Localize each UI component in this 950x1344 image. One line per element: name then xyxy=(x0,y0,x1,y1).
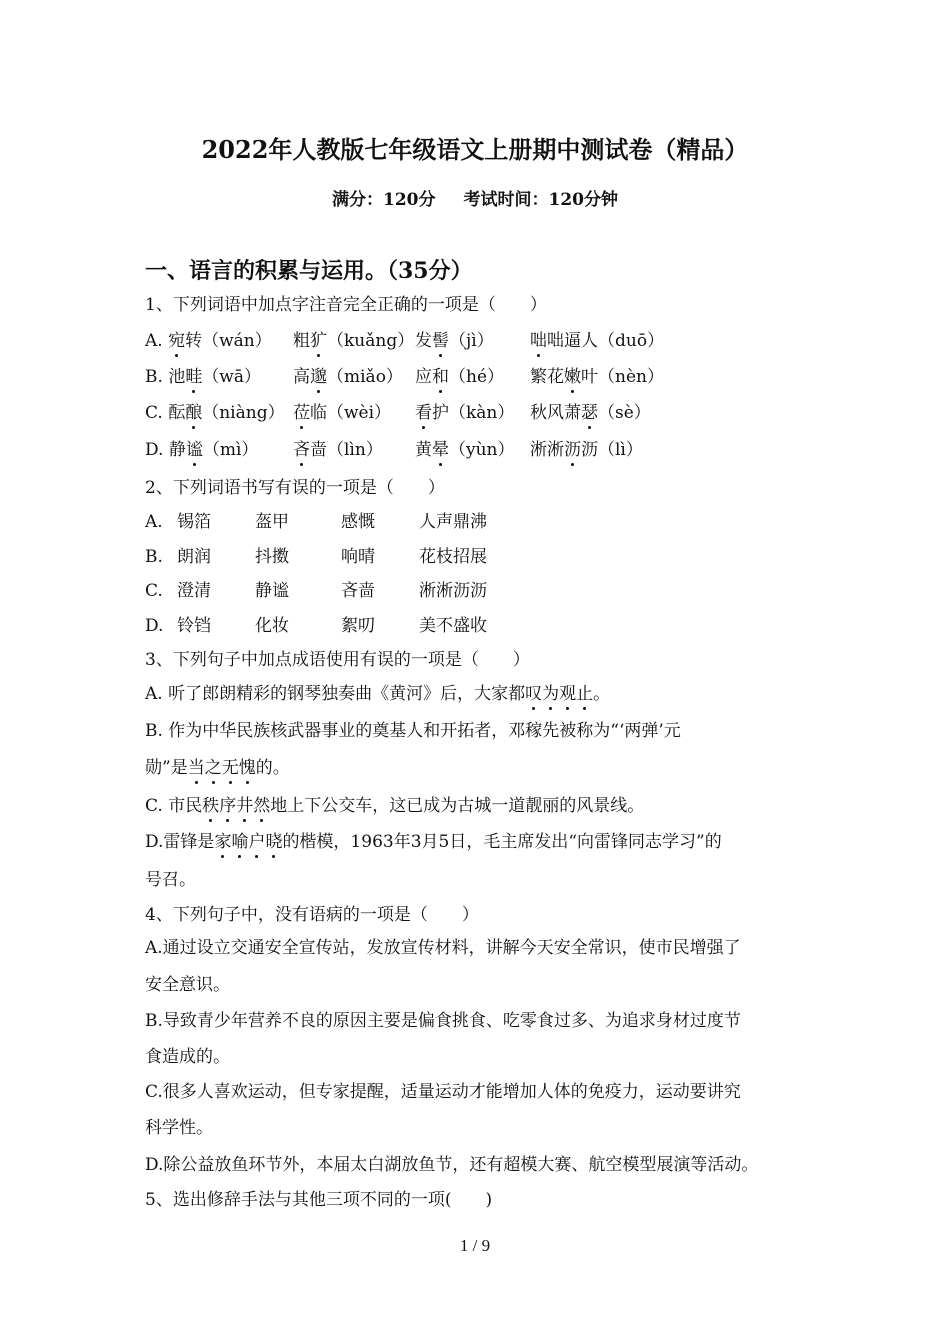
page-number: 1 / 9 xyxy=(459,1236,491,1255)
document-title: 2022年人教版七年级语文上册期中测试卷（精品） xyxy=(201,135,749,164)
option-item: D. 静谧（mì） xyxy=(145,440,259,460)
question-3-option-c: C. 市民秩序井然地上下公交车，这已成为古城一道靓丽的风景线。 xyxy=(145,796,645,816)
question-2-option-c: C. 澄清 静谧 吝啬 淅淅沥沥 xyxy=(145,581,487,601)
question-2-option-a: A. 锡箔 盔甲 感慨 人声鼎沸 xyxy=(145,512,487,532)
option-item: 咄咄逼人（duō） xyxy=(530,331,665,351)
question-4-option-a-line1: A.通过设立交通安全宣传站，发放宣传材料，讲解今天安全常识，使市民增强了 xyxy=(145,938,741,958)
option-item: 发髻（jì） xyxy=(415,331,494,351)
option-item: 粗犷（kuǎng） xyxy=(293,331,415,351)
question-2-stem: 2、下列词语书写有误的一项是（ ） xyxy=(145,478,445,498)
option-item: 秋风萧瑟（sè） xyxy=(530,403,651,423)
question-4-option-c-line2: 科学性。 xyxy=(145,1118,213,1138)
question-3-option-a: A. 听了郎朗精彩的钢琴独奏曲《黄河》后，大家都叹为观止。 xyxy=(145,684,611,704)
question-1-option-b xyxy=(145,366,664,388)
question-2-option-d: D. 铃铛 化妆 絮叨 美不盛收 xyxy=(145,616,487,636)
question-4-option-b-line2: 食造成的。 xyxy=(145,1047,230,1067)
exam-time: 考试时间：120分钟 xyxy=(463,190,618,210)
question-1-option-c xyxy=(145,402,651,424)
option-item: C. 酝酿（niàng） xyxy=(145,403,285,423)
exam-meta xyxy=(0,185,950,210)
section-heading: 一、语言的积累与运用。（35分） xyxy=(145,258,473,284)
option-item: 莅临（wèi） xyxy=(293,403,392,423)
option-item: B. 池畦（wā） xyxy=(145,367,261,387)
option-item: 淅淅沥沥（lì） xyxy=(530,440,643,460)
question-1-option-a xyxy=(145,330,664,352)
option-item: A. 宛转（wán） xyxy=(145,331,272,351)
question-4-stem: 4、下列句子中，没有语病的一项是（ ） xyxy=(145,905,479,925)
question-3-stem: 3、下列句子中加点成语使用有误的一项是（ ） xyxy=(145,650,530,670)
question-1-stem: 1、下列词语中加点字注音完全正确的一项是（ ） xyxy=(145,295,547,315)
question-3-option-d-line1: D.雷锋是家喻户晓的楷模，1963年3月5日，毛主席发出“向雷锋同志学习”的 xyxy=(145,832,722,852)
question-4-option-a-line2: 安全意识。 xyxy=(145,975,230,995)
question-4-option-b-line1: B.导致青少年营养不良的原因主要是偏食挑食、吃零食过多、为追求身材过度节 xyxy=(145,1011,741,1031)
option-item: 吝啬（lìn） xyxy=(293,440,383,460)
question-5-stem: 5、选出修辞手法与其他三项不同的一项( ) xyxy=(145,1190,493,1210)
option-item: 看护（kàn） xyxy=(415,403,515,423)
option-item: 应和（hé） xyxy=(415,367,505,387)
question-3-option-b-line1: B. 作为中华民族核武器事业的奠基人和开拓者，邓稼先被称为“‘两弹’元 xyxy=(145,721,681,741)
question-2-option-b: B. 朗润 抖擞 响晴 花枝招展 xyxy=(145,547,487,567)
option-item: 黄晕（yùn） xyxy=(415,440,515,460)
option-item: 繁花嫩叶（nèn） xyxy=(530,367,664,387)
question-3-option-b-line2: 勋”是当之无愧的。 xyxy=(145,758,290,778)
question-3-option-d-line2: 号召。 xyxy=(145,870,196,890)
question-1-option-d xyxy=(145,439,643,461)
full-score: 满分：120分 xyxy=(332,190,436,210)
question-4-option-d-line1: D.除公益放鱼环节外，本届太白湖放鱼节，还有超模大赛、航空模型展演等活动。 xyxy=(145,1155,759,1175)
option-item: 高邈（miǎo） xyxy=(293,367,403,387)
question-4-option-c-line1: C.很多人喜欢运动，但专家提醒，适量运动才能增加人体的免疫力，运动要讲究 xyxy=(145,1082,741,1102)
